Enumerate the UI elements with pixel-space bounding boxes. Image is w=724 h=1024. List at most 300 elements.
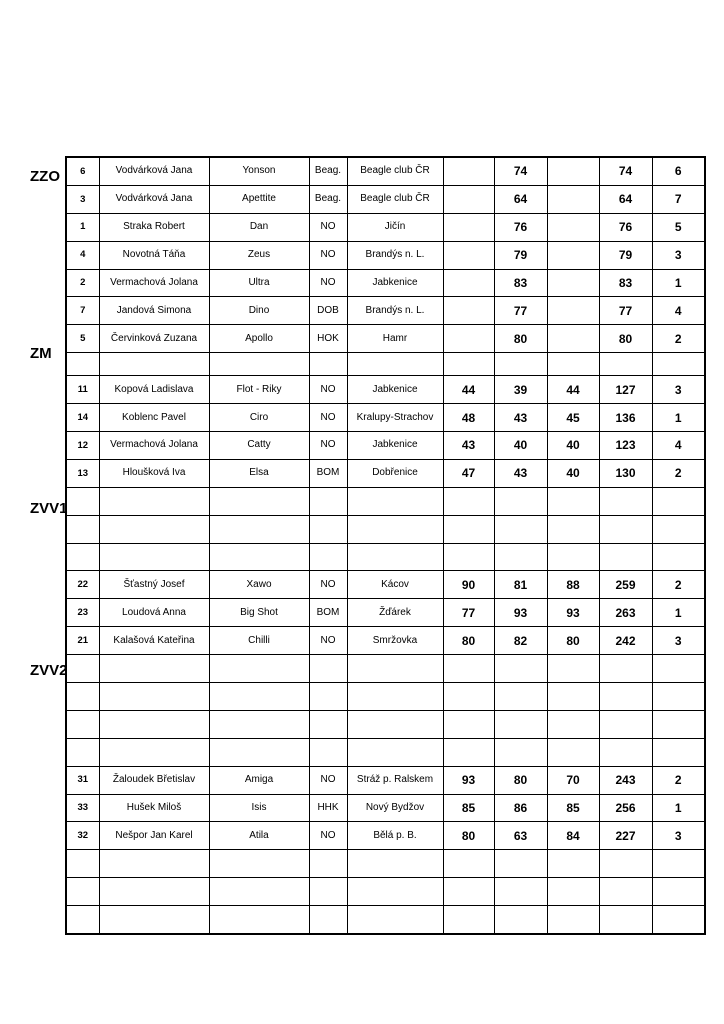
empty-cell: [652, 738, 705, 766]
breed-cell: NO: [309, 766, 347, 794]
empty-cell: [547, 353, 599, 376]
score-c-cell: [547, 325, 599, 353]
start-number-cell: 22: [66, 571, 99, 599]
dog-name-cell: Yonson: [209, 157, 309, 185]
total-score-cell: 259: [599, 571, 652, 599]
score-b-cell: 81: [494, 571, 547, 599]
dog-name-cell: Dino: [209, 297, 309, 325]
empty-cell: [209, 850, 309, 878]
handler-name-cell: Jandová Simona: [99, 297, 209, 325]
score-c-cell: [547, 185, 599, 213]
score-a-cell: [443, 185, 494, 213]
score-c-cell: 40: [547, 459, 599, 487]
dog-name-cell: Apollo: [209, 325, 309, 353]
score-a-cell: [443, 297, 494, 325]
empty-cell: [309, 353, 347, 376]
empty-cell: [209, 683, 309, 711]
total-score-cell: 242: [599, 627, 652, 655]
empty-cell: [494, 543, 547, 571]
empty-cell: [652, 515, 705, 543]
table-row: [66, 325, 705, 353]
score-a-cell: 80: [443, 627, 494, 655]
empty-cell: [547, 738, 599, 766]
empty-cell: [547, 515, 599, 543]
empty-cell: [209, 543, 309, 571]
empty-cell: [652, 353, 705, 376]
empty-cell: [66, 878, 99, 906]
score-c-cell: 70: [547, 766, 599, 794]
start-number-cell: 6: [66, 157, 99, 185]
dog-name-cell: Elsa: [209, 459, 309, 487]
rank-cell: 3: [652, 376, 705, 404]
total-score-cell: 130: [599, 459, 652, 487]
score-b-cell: 86: [494, 794, 547, 822]
rank-cell: 3: [652, 241, 705, 269]
score-b-cell: 80: [494, 325, 547, 353]
score-c-cell: 93: [547, 599, 599, 627]
empty-cell: [347, 906, 443, 934]
start-number-cell: 1: [66, 213, 99, 241]
empty-cell: [443, 710, 494, 738]
empty-cell: [494, 850, 547, 878]
club-cell: Jabkenice: [347, 376, 443, 404]
score-b-cell: 39: [494, 376, 547, 404]
start-number-cell: 7: [66, 297, 99, 325]
empty-cell: [99, 515, 209, 543]
dog-name-cell: Amiga: [209, 766, 309, 794]
start-number-cell: 13: [66, 459, 99, 487]
score-b-cell: 74: [494, 157, 547, 185]
score-a-cell: [443, 269, 494, 297]
empty-cell: [66, 515, 99, 543]
score-a-cell: 43: [443, 432, 494, 460]
empty-cell: [209, 878, 309, 906]
breed-cell: HHK: [309, 794, 347, 822]
rank-cell: 2: [652, 325, 705, 353]
empty-row: [66, 543, 705, 571]
club-cell: Stráž p. Ralskem: [347, 766, 443, 794]
dog-name-cell: Big Shot: [209, 599, 309, 627]
empty-cell: [652, 683, 705, 711]
score-a-cell: 90: [443, 571, 494, 599]
dog-name-cell: Catty: [209, 432, 309, 460]
club-cell: Jičín: [347, 213, 443, 241]
empty-cell: [209, 515, 309, 543]
score-c-cell: 84: [547, 822, 599, 850]
empty-cell: [443, 878, 494, 906]
breed-cell: NO: [309, 822, 347, 850]
table-row: [66, 571, 705, 599]
club-cell: Beagle club ČR: [347, 185, 443, 213]
empty-cell: [347, 515, 443, 543]
empty-row: [66, 353, 705, 376]
empty-cell: [494, 906, 547, 934]
empty-cell: [99, 738, 209, 766]
breed-cell: Beag.: [309, 157, 347, 185]
score-a-cell: 48: [443, 404, 494, 432]
empty-cell: [443, 543, 494, 571]
rank-cell: 2: [652, 766, 705, 794]
table-row: [66, 376, 705, 404]
empty-cell: [66, 738, 99, 766]
score-b-cell: 76: [494, 213, 547, 241]
empty-cell: [66, 850, 99, 878]
dog-name-cell: Atila: [209, 822, 309, 850]
handler-name-cell: Straka Robert: [99, 213, 209, 241]
score-b-cell: 63: [494, 822, 547, 850]
rank-cell: 2: [652, 571, 705, 599]
empty-cell: [347, 878, 443, 906]
score-b-cell: 82: [494, 627, 547, 655]
score-c-cell: [547, 241, 599, 269]
empty-cell: [652, 543, 705, 571]
empty-cell: [443, 515, 494, 543]
dog-name-cell: Apettite: [209, 185, 309, 213]
dog-name-cell: Ciro: [209, 404, 309, 432]
empty-cell: [347, 655, 443, 683]
empty-row: [66, 850, 705, 878]
rank-cell: 3: [652, 822, 705, 850]
empty-cell: [309, 906, 347, 934]
empty-cell: [599, 878, 652, 906]
empty-cell: [347, 683, 443, 711]
empty-cell: [547, 683, 599, 711]
dog-name-cell: Dan: [209, 213, 309, 241]
empty-cell: [99, 878, 209, 906]
empty-cell: [599, 655, 652, 683]
empty-row: [66, 710, 705, 738]
rank-cell: 1: [652, 269, 705, 297]
club-cell: Dobřenice: [347, 459, 443, 487]
empty-cell: [309, 710, 347, 738]
empty-cell: [652, 878, 705, 906]
empty-row: [66, 683, 705, 711]
breed-cell: NO: [309, 269, 347, 297]
handler-name-cell: Kopová Ladislava: [99, 376, 209, 404]
start-number-cell: 11: [66, 376, 99, 404]
start-number-cell: 4: [66, 241, 99, 269]
breed-cell: NO: [309, 627, 347, 655]
empty-cell: [309, 487, 347, 515]
handler-name-cell: Kalašová Kateřina: [99, 627, 209, 655]
empty-cell: [443, 738, 494, 766]
handler-name-cell: Vodvárková Jana: [99, 185, 209, 213]
start-number-cell: 14: [66, 404, 99, 432]
empty-cell: [494, 515, 547, 543]
empty-cell: [66, 655, 99, 683]
category-label: ZVV2: [30, 662, 68, 679]
start-number-cell: 3: [66, 185, 99, 213]
empty-cell: [494, 710, 547, 738]
score-c-cell: [547, 269, 599, 297]
table-row: [66, 766, 705, 794]
empty-cell: [443, 850, 494, 878]
total-score-cell: 136: [599, 404, 652, 432]
empty-cell: [443, 906, 494, 934]
empty-row: [66, 515, 705, 543]
score-a-cell: [443, 325, 494, 353]
table-row: [66, 185, 705, 213]
empty-cell: [547, 906, 599, 934]
rank-cell: 7: [652, 185, 705, 213]
total-score-cell: 127: [599, 376, 652, 404]
start-number-cell: 31: [66, 766, 99, 794]
empty-cell: [66, 683, 99, 711]
dog-name-cell: Isis: [209, 794, 309, 822]
score-a-cell: 80: [443, 822, 494, 850]
empty-cell: [309, 543, 347, 571]
total-score-cell: 79: [599, 241, 652, 269]
empty-cell: [66, 543, 99, 571]
empty-cell: [547, 655, 599, 683]
empty-cell: [599, 353, 652, 376]
breed-cell: BOM: [309, 459, 347, 487]
club-cell: Brandýs n. L.: [347, 297, 443, 325]
empty-cell: [209, 353, 309, 376]
empty-cell: [209, 487, 309, 515]
table-row: [66, 297, 705, 325]
club-cell: Kralupy-Strachov: [347, 404, 443, 432]
table-row: [66, 404, 705, 432]
empty-cell: [547, 878, 599, 906]
rank-cell: 2: [652, 459, 705, 487]
club-cell: Smržovka: [347, 627, 443, 655]
rank-cell: 1: [652, 599, 705, 627]
total-score-cell: 83: [599, 269, 652, 297]
dog-name-cell: Xawo: [209, 571, 309, 599]
empty-row: [66, 487, 705, 515]
start-number-cell: 21: [66, 627, 99, 655]
handler-name-cell: Vodvárková Jana: [99, 157, 209, 185]
breed-cell: NO: [309, 376, 347, 404]
empty-cell: [599, 487, 652, 515]
club-cell: Brandýs n. L.: [347, 241, 443, 269]
score-c-cell: 88: [547, 571, 599, 599]
handler-name-cell: Červinková Zuzana: [99, 325, 209, 353]
handler-name-cell: Nešpor Jan Karel: [99, 822, 209, 850]
empty-cell: [599, 683, 652, 711]
score-b-cell: 80: [494, 766, 547, 794]
empty-cell: [66, 487, 99, 515]
score-b-cell: 77: [494, 297, 547, 325]
empty-cell: [547, 850, 599, 878]
empty-cell: [652, 906, 705, 934]
score-c-cell: 80: [547, 627, 599, 655]
total-score-cell: 77: [599, 297, 652, 325]
empty-cell: [99, 710, 209, 738]
breed-cell: DOB: [309, 297, 347, 325]
empty-cell: [652, 655, 705, 683]
handler-name-cell: Koblenc Pavel: [99, 404, 209, 432]
breed-cell: BOM: [309, 599, 347, 627]
empty-cell: [599, 738, 652, 766]
empty-cell: [209, 710, 309, 738]
empty-cell: [99, 543, 209, 571]
handler-name-cell: Šťastný Josef: [99, 571, 209, 599]
total-score-cell: 256: [599, 794, 652, 822]
score-a-cell: 77: [443, 599, 494, 627]
club-cell: Hamr: [347, 325, 443, 353]
handler-name-cell: Hušek Miloš: [99, 794, 209, 822]
rank-cell: 4: [652, 297, 705, 325]
empty-cell: [443, 487, 494, 515]
empty-cell: [443, 655, 494, 683]
handler-name-cell: Vermachová Jolana: [99, 269, 209, 297]
score-c-cell: [547, 157, 599, 185]
handler-name-cell: Vermachová Jolana: [99, 432, 209, 460]
table-row: [66, 627, 705, 655]
empty-cell: [66, 353, 99, 376]
empty-cell: [99, 487, 209, 515]
table-row: [66, 213, 705, 241]
score-b-cell: 83: [494, 269, 547, 297]
start-number-cell: 32: [66, 822, 99, 850]
empty-cell: [347, 850, 443, 878]
score-c-cell: 45: [547, 404, 599, 432]
empty-cell: [443, 683, 494, 711]
empty-cell: [99, 906, 209, 934]
empty-cell: [99, 655, 209, 683]
empty-cell: [309, 738, 347, 766]
empty-row: [66, 878, 705, 906]
score-b-cell: 93: [494, 599, 547, 627]
dog-name-cell: Flot - Riky: [209, 376, 309, 404]
empty-cell: [347, 543, 443, 571]
breed-cell: NO: [309, 241, 347, 269]
score-b-cell: 43: [494, 459, 547, 487]
score-c-cell: 85: [547, 794, 599, 822]
score-a-cell: [443, 157, 494, 185]
table-row: [66, 459, 705, 487]
start-number-cell: 2: [66, 269, 99, 297]
club-cell: Beagle club ČR: [347, 157, 443, 185]
score-c-cell: [547, 213, 599, 241]
category-label: ZM: [30, 345, 52, 362]
empty-cell: [66, 906, 99, 934]
dog-name-cell: Zeus: [209, 241, 309, 269]
breed-cell: NO: [309, 404, 347, 432]
score-c-cell: [547, 297, 599, 325]
empty-cell: [209, 738, 309, 766]
empty-cell: [652, 850, 705, 878]
total-score-cell: 74: [599, 157, 652, 185]
total-score-cell: 123: [599, 432, 652, 460]
empty-cell: [209, 906, 309, 934]
empty-cell: [599, 906, 652, 934]
empty-cell: [66, 710, 99, 738]
start-number-cell: 33: [66, 794, 99, 822]
category-label: ZVV1: [30, 500, 68, 517]
club-cell: Jabkenice: [347, 269, 443, 297]
score-a-cell: [443, 241, 494, 269]
club-cell: Nový Bydžov: [347, 794, 443, 822]
score-b-cell: 64: [494, 185, 547, 213]
total-score-cell: 263: [599, 599, 652, 627]
results-table: [65, 156, 706, 935]
breed-cell: NO: [309, 432, 347, 460]
table-row: [66, 269, 705, 297]
empty-cell: [99, 850, 209, 878]
empty-cell: [309, 683, 347, 711]
breed-cell: Beag.: [309, 185, 347, 213]
table-row: [66, 822, 705, 850]
empty-row: [66, 906, 705, 934]
empty-cell: [309, 515, 347, 543]
table-row: [66, 599, 705, 627]
empty-cell: [209, 655, 309, 683]
empty-cell: [347, 487, 443, 515]
empty-cell: [494, 738, 547, 766]
empty-cell: [599, 515, 652, 543]
table-row: [66, 432, 705, 460]
breed-cell: NO: [309, 571, 347, 599]
empty-row: [66, 655, 705, 683]
score-a-cell: 93: [443, 766, 494, 794]
club-cell: Bělá p. B.: [347, 822, 443, 850]
rank-cell: 1: [652, 794, 705, 822]
club-cell: Jabkenice: [347, 432, 443, 460]
empty-cell: [494, 683, 547, 711]
club-cell: Žďárek: [347, 599, 443, 627]
total-score-cell: 80: [599, 325, 652, 353]
score-b-cell: 43: [494, 404, 547, 432]
category-label: ZZO: [30, 168, 60, 185]
empty-cell: [309, 878, 347, 906]
rank-cell: 1: [652, 404, 705, 432]
table-row: [66, 794, 705, 822]
score-a-cell: 44: [443, 376, 494, 404]
total-score-cell: 76: [599, 213, 652, 241]
score-c-cell: 44: [547, 376, 599, 404]
empty-cell: [494, 487, 547, 515]
empty-cell: [652, 487, 705, 515]
empty-cell: [309, 850, 347, 878]
breed-cell: HOK: [309, 325, 347, 353]
table-row: [66, 241, 705, 269]
handler-name-cell: Hloušková Iva: [99, 459, 209, 487]
empty-cell: [547, 543, 599, 571]
score-c-cell: 40: [547, 432, 599, 460]
empty-cell: [547, 487, 599, 515]
handler-name-cell: Loudová Anna: [99, 599, 209, 627]
score-a-cell: 47: [443, 459, 494, 487]
table-row: [66, 157, 705, 185]
score-a-cell: 85: [443, 794, 494, 822]
start-number-cell: 12: [66, 432, 99, 460]
empty-cell: [347, 738, 443, 766]
handler-name-cell: Žaloudek Břetislav: [99, 766, 209, 794]
empty-cell: [99, 353, 209, 376]
empty-cell: [599, 710, 652, 738]
score-a-cell: [443, 213, 494, 241]
start-number-cell: 5: [66, 325, 99, 353]
empty-cell: [99, 683, 209, 711]
empty-cell: [347, 710, 443, 738]
start-number-cell: 23: [66, 599, 99, 627]
rank-cell: 6: [652, 157, 705, 185]
rank-cell: 5: [652, 213, 705, 241]
total-score-cell: 227: [599, 822, 652, 850]
empty-cell: [494, 655, 547, 683]
total-score-cell: 243: [599, 766, 652, 794]
dog-name-cell: Ultra: [209, 269, 309, 297]
empty-cell: [652, 710, 705, 738]
rank-cell: 3: [652, 627, 705, 655]
breed-cell: NO: [309, 213, 347, 241]
handler-name-cell: Novotná Táňa: [99, 241, 209, 269]
dog-name-cell: Chilli: [209, 627, 309, 655]
rank-cell: 4: [652, 432, 705, 460]
